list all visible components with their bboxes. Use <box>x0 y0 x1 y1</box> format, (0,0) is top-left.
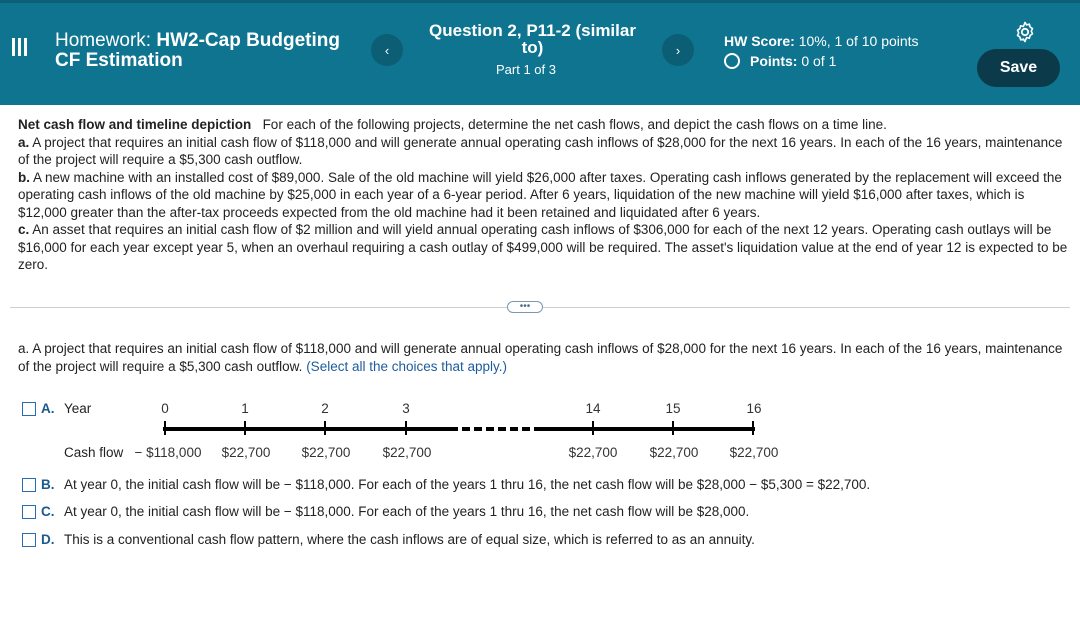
timeline-tick <box>672 421 674 435</box>
timeline-cash-flow: $22,700 <box>382 445 432 460</box>
option-c-checkbox[interactable] <box>22 505 36 519</box>
option-b-text: At year 0, the initial cash flow will be − $118,000. For each of the years 1 thru 16, the net cash flow will be $28,000 − $5,300 = $22,700. <box>64 477 871 492</box>
progress-circle-icon <box>724 53 740 69</box>
homework-prefix: Homework: <box>55 30 157 51</box>
question-title-line1: Question 2, P11-2 (similar <box>429 21 636 40</box>
settings-gear-icon[interactable] <box>1013 20 1037 44</box>
timeline-break <box>458 425 462 433</box>
problem-part-a-text: A project that requires an initial cash flow of $118,000 and will generate annual operating cash inflows of $28,000 for the next 16 years. In each of the 16 years, maintenance of the project will require a $5,300 cash outflow. <box>18 134 1063 167</box>
option-b-letter: B. <box>41 477 55 492</box>
timeline-tick <box>405 421 407 435</box>
part-a-question <box>18 340 1068 375</box>
timeline-tick <box>752 421 754 435</box>
problem-part-c <box>18 221 1068 274</box>
homework-name: HW2-Cap Budgeting <box>156 30 341 51</box>
problem-part-a-label: a. <box>18 134 30 150</box>
chevron-left-icon: ‹ <box>384 42 390 58</box>
select-all-hint: (Select all the choices that apply.) <box>306 358 508 374</box>
next-question-button[interactable] <box>662 34 694 66</box>
save-button[interactable]: Save <box>977 49 1060 87</box>
timeline-year: 3 <box>402 401 410 416</box>
points-label: Points: <box>750 53 798 69</box>
timeline-tick <box>592 421 594 435</box>
option-c-letter: C. <box>41 504 55 519</box>
hw-score-value: 10%, 1 of 10 points <box>798 33 919 49</box>
timeline-cash-flow: $22,700 <box>221 445 271 460</box>
timeline-cash-flow: $22,700 <box>568 445 618 460</box>
chevron-right-icon: › <box>675 42 681 58</box>
timeline-year: 15 <box>665 401 681 416</box>
problem-part-c-text: An asset that requires an initial cash flow of $2 million and will yield annual operating cash inflows of $306,000 for each of the next 12 years. Operating cash outlays will be $16,000 for each year except year 5, when an overhaul requiring a cash outlay of $499,000 will be required. The asset's liquidation value at the end of year 12 is expected to be zero. <box>18 222 1068 272</box>
timeline-cash-flow-label: Cash flow <box>64 445 124 460</box>
timeline-break <box>530 425 534 433</box>
timeline-tick <box>324 421 326 435</box>
question-title <box>420 22 645 56</box>
timeline-break <box>494 425 498 433</box>
timeline-tick <box>164 421 166 435</box>
timeline-year: 0 <box>161 401 169 416</box>
timeline-year: 16 <box>746 401 762 416</box>
option-c-text: At year 0, the initial cash flow will be − $118,000. For each of the years 1 thru 16, the net cash flow will be $28,000. <box>64 504 750 519</box>
timeline-cash-flow: $22,700 <box>301 445 351 460</box>
problem-part-c-label: c. <box>18 222 30 237</box>
hw-score-label: HW Score: <box>724 33 795 49</box>
option-a-checkbox[interactable] <box>22 402 36 416</box>
timeline-year: 1 <box>241 401 249 416</box>
homework-subtitle: CF Estimation <box>55 50 183 71</box>
question-title-line2: to) <box>521 38 544 57</box>
timeline-cash-flow: − $118,000 <box>134 445 202 460</box>
option-a-letter: A. <box>41 401 55 416</box>
previous-question-button[interactable] <box>371 34 403 66</box>
timeline-break <box>482 425 486 433</box>
problem-intro: For each of the following projects, determine the net cash flows, and depict the cash flows on a time line. <box>262 117 887 132</box>
timeline-tick <box>244 421 246 435</box>
timeline-year: 14 <box>585 401 601 416</box>
timeline-break <box>470 425 474 433</box>
expand-ellipsis-button[interactable]: ••• <box>507 301 543 313</box>
problem-intro-line <box>18 116 1068 134</box>
timeline-cash-flow: $22,700 <box>729 445 779 460</box>
timeline-cash-flow: $22,700 <box>649 445 699 460</box>
points-value: 0 of 1 <box>801 53 837 69</box>
menu-icon[interactable] <box>12 38 36 58</box>
timeline-break <box>506 425 510 433</box>
hw-score <box>724 33 919 49</box>
option-d-letter: D. <box>41 532 55 547</box>
problem-part-b-text: A new machine with an installed cost of $89,000. Sale of the old machine will yield $26,000 after taxes. Operating cash inflows generated by the replacement will exceed the operating cash inflows of the old machine by $25,000 in each year of a 6-year period. After 6 years, liquidation of the new machine will yield $16,000 after taxes, which is $12,000 greater than the after-tax proceeds expected from the old machine had it been retained and liquidated after 6 years. <box>18 169 1062 220</box>
timeline-year: 2 <box>321 401 329 416</box>
top-bar <box>0 0 1080 105</box>
option-b-checkbox[interactable] <box>22 478 36 492</box>
problem-statement <box>18 116 1068 274</box>
option-d-text: This is a conventional cash flow pattern, where the cash inflows are of equal size, which is referred to as an annuity. <box>64 532 755 547</box>
part-indicator: Part 1 of 3 <box>496 62 556 77</box>
problem-part-b-label: b. <box>18 169 30 185</box>
part-a-text: a. A project that requires an initial cash flow of $118,000 and will generate annual operating cash inflows of $28,000 for the next 16 years. In each of the 16 years, maintenance of the project will require a $5,300 cash outflow. <box>18 341 1063 374</box>
option-d-checkbox[interactable] <box>22 533 36 547</box>
problem-title: Net cash flow and timeline depiction <box>18 117 252 132</box>
timeline-year-label: Year <box>64 401 92 416</box>
points <box>724 53 836 69</box>
timeline-break <box>518 425 522 433</box>
homework-title <box>55 31 340 71</box>
problem-part-b <box>18 169 1068 222</box>
problem-part-a <box>18 134 1068 169</box>
